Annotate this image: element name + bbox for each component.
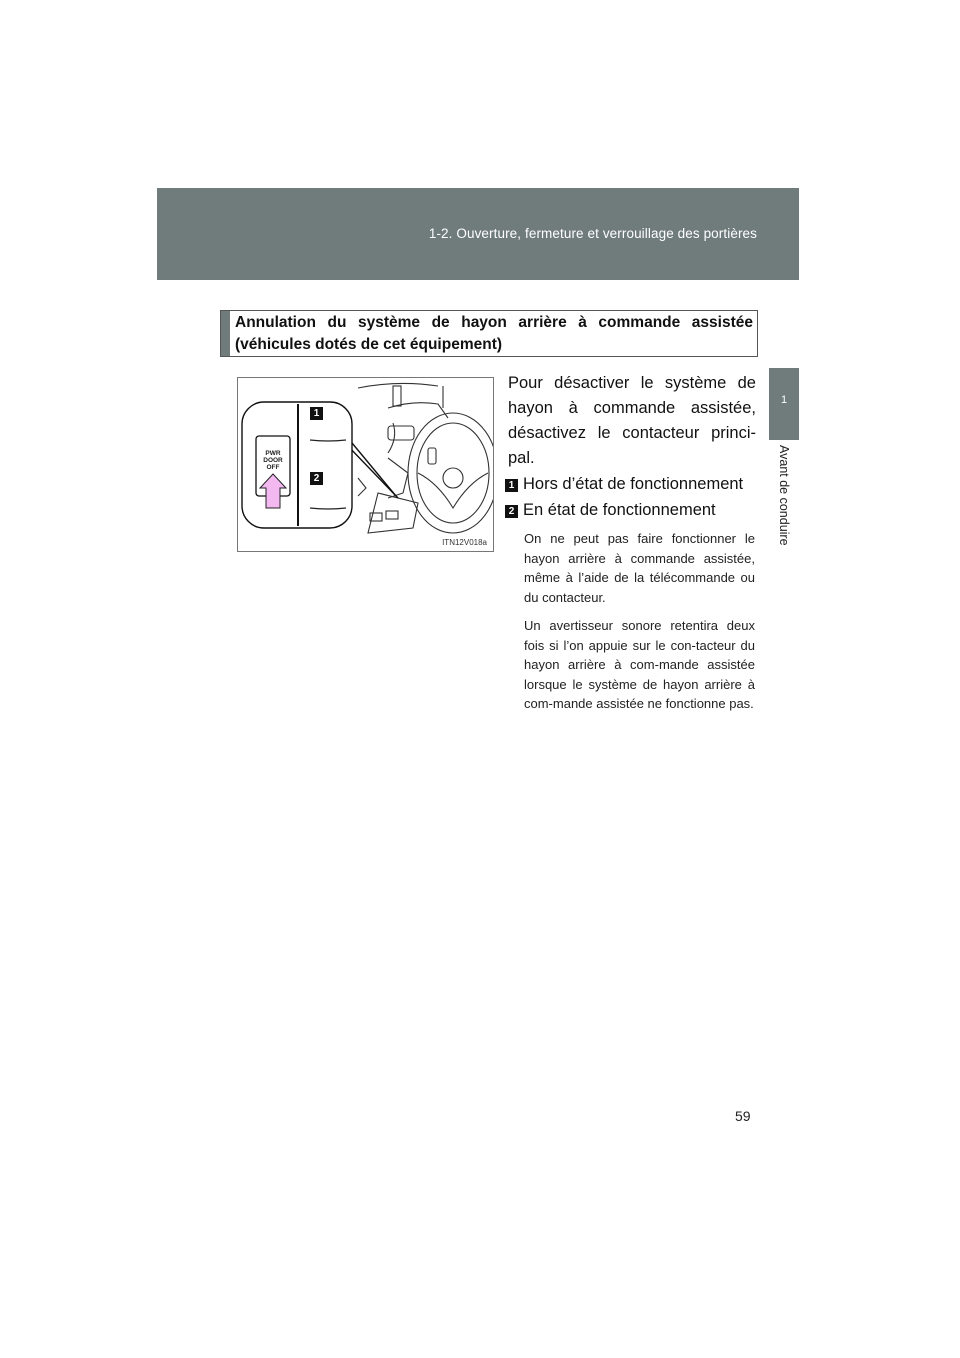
switch-label-line: PWR [265,450,281,457]
chapter-side-label [772,445,796,595]
figure-code: ITN12V018a [442,538,487,547]
item-number-badge: 2 [505,505,518,518]
illustration-power-door-switch [237,377,494,552]
intro-paragraph: Pour désactiver le système de hayon à commande assistée, désactivez le contacteur princi-pal. [508,374,756,467]
chapter-number: 1 [780,394,788,406]
section-heading-box [220,310,758,357]
item-text: En état de fonctionnement [523,501,716,519]
switch-label [256,450,290,471]
section-heading: Annulation du système de hayon arrière à commande assistée (véhicules dotés de cet équipement) [235,314,753,353]
item-number-badge: 1 [505,479,518,492]
note-paragraph: On ne peut pas faire fonctionner le hayon arrière à commande assistée, même à l’aide de la télécommande ou du contacteur. [524,531,755,605]
switch-label-line: DOOR [263,457,283,464]
callout-badge-1: 1 [310,407,323,420]
chapter-label: Avant de conduire [777,445,791,546]
header-title: 1-2. Ouverture, fermeture et verrouillage des portières [428,226,757,241]
chapter-header [157,188,799,280]
page-number: 59 [735,1108,751,1124]
item-text: Hors d’état de fonctionnement [523,475,744,493]
note-paragraph: Un avertisseur sonore retentira deux fois si l’on appuie sur le con-tacteur du hayon arrière à com-mande assistée lorsque le système de hayon arrière à com-mande assistée ne fonctionne pas. [524,618,755,711]
chapter-tab [769,368,799,440]
callout-badge-2: 2 [310,472,323,485]
list-item [505,500,716,520]
switch-label-line: OFF [266,464,280,471]
list-item [505,474,743,494]
heading-accent-bar [221,311,230,356]
